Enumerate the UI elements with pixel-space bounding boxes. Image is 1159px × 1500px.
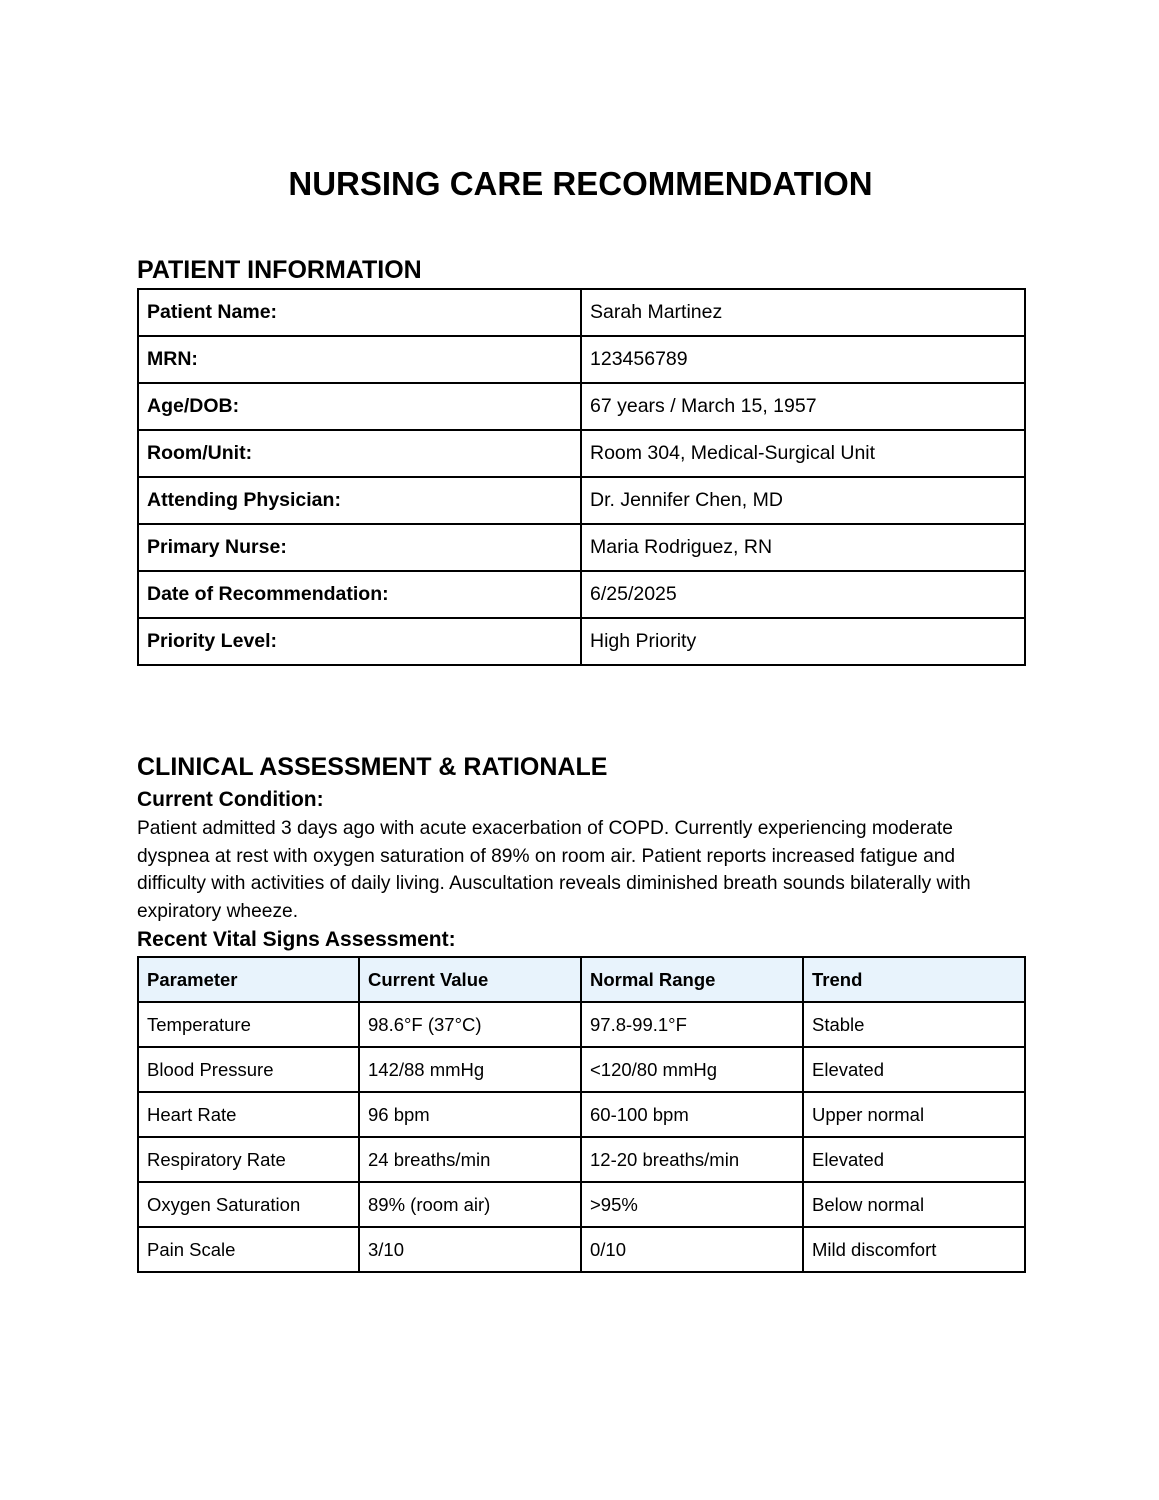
table-row xyxy=(138,336,1025,383)
patient-name-label: Patient Name: xyxy=(138,289,581,336)
age-dob-value: 67 years / March 15, 1957 xyxy=(581,383,1025,430)
current-condition-text: Patient admitted 3 days ago with acute exacerbation of COPD. Currently experiencing moderate dyspnea at rest with oxygen saturation of 89% on room air. Patient reports increased fatigue and difficulty with activities of daily living. Auscultation reveals diminished breath sounds bilaterally with expiratory wheeze. xyxy=(137,818,971,922)
patient-name-value: Sarah Martinez xyxy=(581,289,1025,336)
attending-physician-value: Dr. Jennifer Chen, MD xyxy=(581,477,1025,524)
column-header-normal-range: Normal Range xyxy=(581,957,803,1002)
vital-normal-range: >95% xyxy=(581,1182,803,1227)
column-header-current-value: Current Value xyxy=(359,957,581,1002)
vital-current-value: 142/88 mmHg xyxy=(359,1047,581,1092)
vital-parameter: Respiratory Rate xyxy=(138,1137,359,1182)
vital-normal-range: 0/10 xyxy=(581,1227,803,1272)
table-row xyxy=(138,1092,1025,1137)
current-condition-heading: Current Condition: xyxy=(137,788,324,811)
table-row xyxy=(138,571,1025,618)
vital-trend: Mild discomfort xyxy=(803,1227,1025,1272)
vital-parameter: Heart Rate xyxy=(138,1092,359,1137)
attending-physician-label: Attending Physician: xyxy=(138,477,581,524)
column-header-trend: Trend xyxy=(803,957,1025,1002)
document-title: NURSING CARE RECOMMENDATION xyxy=(288,165,873,202)
room-unit-label: Room/Unit: xyxy=(138,430,581,477)
priority-level-value: High Priority xyxy=(581,618,1025,665)
vital-parameter: Temperature xyxy=(138,1002,359,1047)
priority-level-label: Priority Level: xyxy=(138,618,581,665)
table-row xyxy=(138,1002,1025,1047)
patient-information-heading: PATIENT INFORMATION xyxy=(137,256,422,284)
vital-normal-range: 60-100 bpm xyxy=(581,1092,803,1137)
primary-nurse-value: Maria Rodriguez, RN xyxy=(581,524,1025,571)
vital-trend: Below normal xyxy=(803,1182,1025,1227)
table-row xyxy=(138,1182,1025,1227)
table-row xyxy=(138,1227,1025,1272)
vital-trend: Upper normal xyxy=(803,1092,1025,1137)
vital-normal-range: 97.8-99.1°F xyxy=(581,1002,803,1047)
table-row xyxy=(138,430,1025,477)
vital-trend: Stable xyxy=(803,1002,1025,1047)
table-row xyxy=(138,477,1025,524)
date-of-recommendation-label: Date of Recommendation: xyxy=(138,571,581,618)
vital-signs-heading: Recent Vital Signs Assessment: xyxy=(137,928,456,951)
age-dob-label: Age/DOB: xyxy=(138,383,581,430)
table-row xyxy=(138,289,1025,336)
mrn-label: MRN: xyxy=(138,336,581,383)
table-row xyxy=(138,524,1025,571)
vital-trend: Elevated xyxy=(803,1047,1025,1092)
table-row xyxy=(138,618,1025,665)
column-header-parameter: Parameter xyxy=(138,957,359,1002)
vital-current-value: 96 bpm xyxy=(359,1092,581,1137)
date-of-recommendation-value: 6/25/2025 xyxy=(581,571,1025,618)
vital-current-value: 98.6°F (37°C) xyxy=(359,1002,581,1047)
vital-parameter: Oxygen Saturation xyxy=(138,1182,359,1227)
vital-trend: Elevated xyxy=(803,1137,1025,1182)
vital-current-value: 89% (room air) xyxy=(359,1182,581,1227)
table-header-row xyxy=(138,957,1025,1002)
vital-current-value: 3/10 xyxy=(359,1227,581,1272)
vital-normal-range: 12-20 breaths/min xyxy=(581,1137,803,1182)
clinical-assessment-heading: CLINICAL ASSESSMENT & RATIONALE xyxy=(137,753,608,781)
vital-normal-range: <120/80 mmHg xyxy=(581,1047,803,1092)
patient-information-table xyxy=(137,288,1026,666)
vital-parameter: Blood Pressure xyxy=(138,1047,359,1092)
mrn-value: 123456789 xyxy=(581,336,1025,383)
vital-current-value: 24 breaths/min xyxy=(359,1137,581,1182)
table-row xyxy=(138,383,1025,430)
table-row xyxy=(138,1047,1025,1092)
vital-parameter: Pain Scale xyxy=(138,1227,359,1272)
vital-signs-table xyxy=(137,956,1026,1273)
room-unit-value: Room 304, Medical-Surgical Unit xyxy=(581,430,1025,477)
table-row xyxy=(138,1137,1025,1182)
primary-nurse-label: Primary Nurse: xyxy=(138,524,581,571)
